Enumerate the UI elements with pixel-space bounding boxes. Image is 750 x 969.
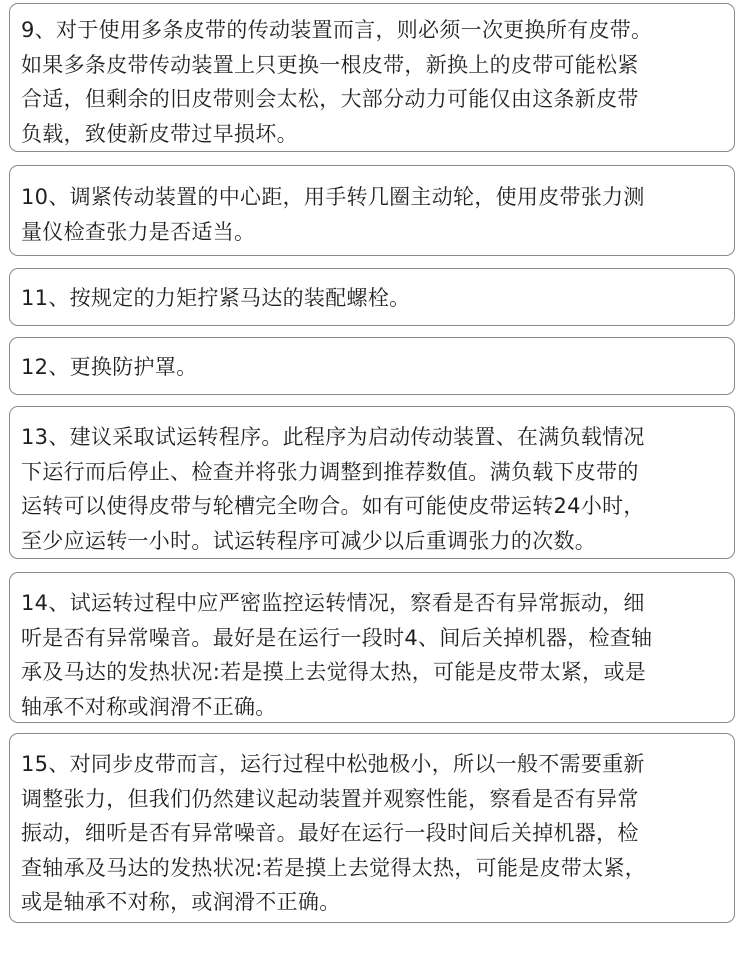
step-14-line-4: 轴承不对称或润滑不正确。: [21, 694, 277, 719]
step-15-line-1: 15、对同步皮带而言，运行过程中松弛极小，所以一般不需要重新: [21, 752, 645, 776]
step-15-line-3: 振动，细听是否有异常噪音。最好在运行一段时间后关掉机器，检: [21, 821, 639, 845]
step-11-box: [9, 268, 735, 326]
step-15-line-5: 或是轴承不对称，或润滑不正确。: [21, 890, 341, 914]
step-13-line-2: 下运行而后停止、检查并将张力调整到推荐数值。满负载下皮带的: [21, 459, 639, 484]
step-12-box: [9, 337, 735, 395]
step-13-line-1: 13、建议采取试运转程序。此程序为启动传动装置、在满负载情况: [21, 425, 645, 449]
step-15-box: [9, 733, 735, 923]
step-9-line-2: 如果多条皮带传动装置上只更换一根皮带，新换上的皮带可能松紧: [21, 52, 639, 77]
step-12-line-1: 12、更换防护罩。: [21, 355, 198, 379]
step-11-line-1: 11、按规定的力矩拧紧马达的装配螺栓。: [21, 286, 411, 310]
step-9-line-3: 合适，但剩余的旧皮带则会太松，大部分动力可能仅由这条新皮带: [21, 87, 639, 111]
step-10-line-1: 10、调紧传动装置的中心距，用手转几圈主动轮，使用皮带张力测: [21, 185, 645, 209]
step-10-box: [9, 165, 735, 256]
step-9-box: [9, 3, 735, 152]
step-9-line-1: 9、对于使用多条皮带的传动装置而言，则必须一次更换所有皮带。: [21, 18, 653, 42]
step-10-line-2: 量仪检查张力是否适当。: [21, 219, 256, 244]
step-9-line-4: 负载，致使新皮带过早损坏。: [21, 121, 298, 146]
step-15-line-2: 调整张力，但我们仍然建议起动装置并观察性能，察看是否有异常: [21, 786, 639, 811]
step-14-box: [9, 572, 735, 723]
step-13-line-3: 运转可以使得皮带与轮槽完全吻合。如有可能使皮带运转24小时，: [21, 494, 645, 518]
step-13-box: [9, 406, 735, 559]
step-15-line-4: 查轴承及马达的发热状况:若是摸上去觉得太热，可能是皮带太紧，: [21, 855, 647, 880]
step-14-line-2: 听是否有异常噪音。最好是在运行一段时4、间后关掉机器，检查轴: [21, 625, 653, 650]
step-14-line-1: 14、试运转过程中应严密监控运转情况，察看是否有异常振动，细: [21, 591, 645, 615]
step-13-line-4: 至少应运转一小时。试运转程序可减少以后重调张力的次数。: [21, 528, 597, 553]
step-14-line-3: 承及马达的发热状况:若是摸上去觉得太热，可能是皮带太紧，或是: [21, 660, 647, 684]
